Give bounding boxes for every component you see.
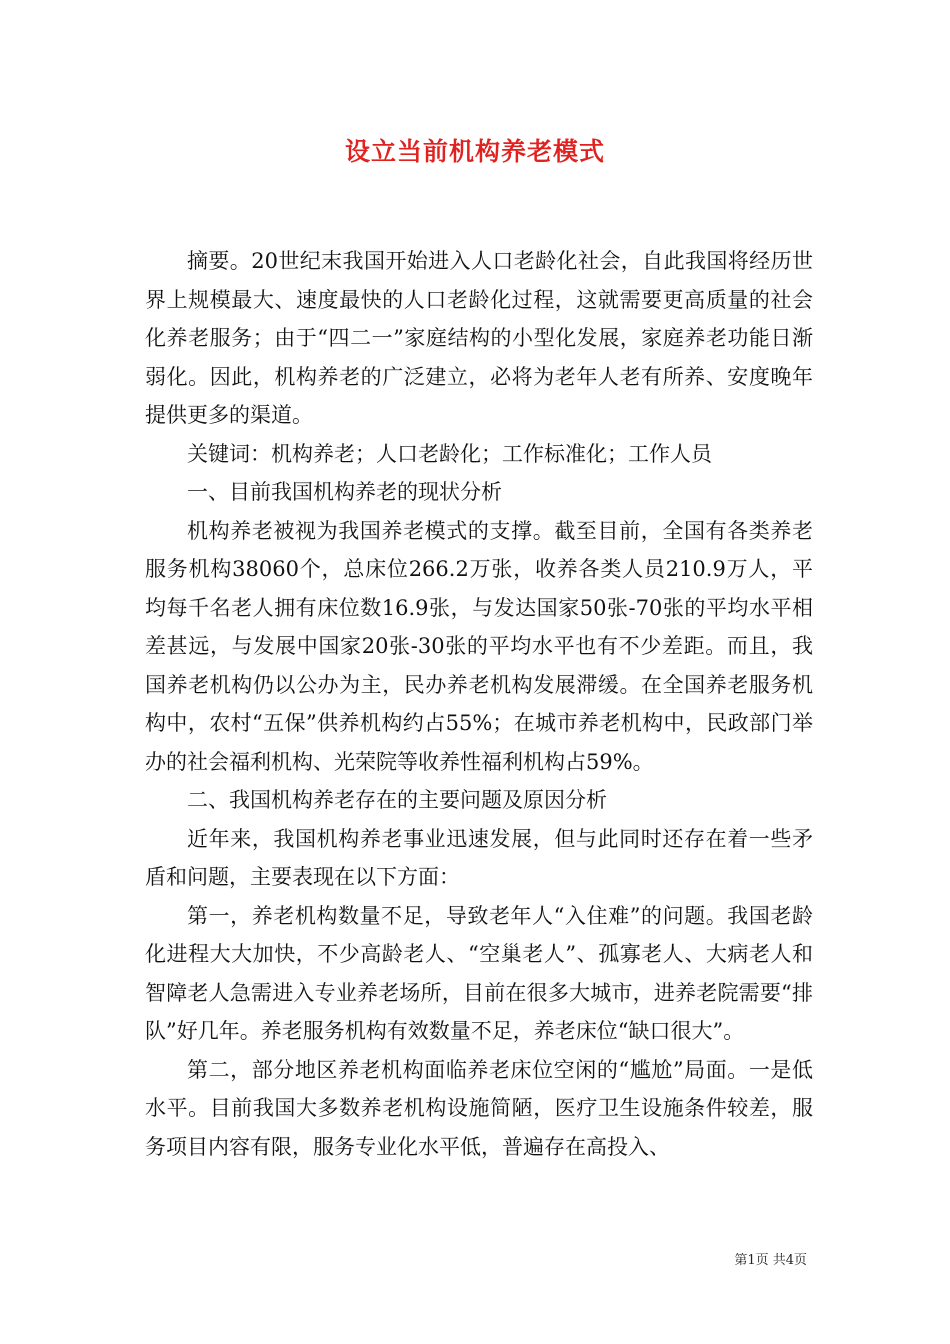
page-indicator: 第1页 共4页 — [734, 1253, 807, 1268]
section-heading-1: 一、目前我国机构养老的现状分析 — [187, 480, 502, 504]
body-paragraph: 机构养老被视为我国养老模式的支撑。截至目前，全国有各类养老服务机构38060个，总床位266.2万张，收养各类人员210.9万人，平均每千名老人拥有床位数16.9张，与发达国家50张-70张的平均水平相差甚远，与发展中国家20张-30张的平均水平也有不少差距。而且，我国养老机构仍以公办为主，民办养老机构发展滞缓。在全国养老服务机构中，农村“五保”供养机构约占55%；在城市养老机构中，民政部门举办的社会福利机构、光荣院等收养性福利机构占59%。 — [145, 518, 813, 774]
body-paragraph: 第一，养老机构数量不足，导致老年人“入住难”的问题。我国老龄化进程大大加快，不少高龄老人、“空巢老人”、孤寡老人、大病老人和智障老人急需进入专业养老场所，目前在很多大城市，进养老院需要“排队”好几年。养老服务机构有效数量不足，养老床位“缺口很大”。 — [145, 903, 813, 1043]
abstract-paragraph: 摘要。20世纪末我国开始进入人口老龄化社会，自此我国将经历世界上规模最大、速度最快的人口老龄化过程，这就需要更高质量的社会化养老服务；由于“四二一”家庭结构的小型化发展，家庭养老功能日渐弱化。因此，机构养老的广泛建立，必将为老年人老有所养、安度晚年提供更多的渠道。 — [145, 249, 813, 427]
document-body — [145, 242, 813, 1166]
document-title: 设立当前机构养老模式 — [344, 137, 605, 166]
body-paragraph: 近年来，我国机构养老事业迅速发展，但与此同时还存在着一些矛盾和问题，主要表现在以下方面： — [145, 826, 813, 889]
body-paragraph: 第二，部分地区养老机构面临养老床位空闲的“尴尬”局面。一是低水平。目前我国大多数养老机构设施简陋，医疗卫生设施条件较差，服务项目内容有限，服务专业化水平低，普遍存在高投入、 — [145, 1057, 813, 1159]
keywords-paragraph: 关键词：机构养老；人口老龄化；工作标准化；工作人员 — [187, 441, 712, 466]
section-heading-2: 二、我国机构养老存在的主要问题及原因分析 — [187, 788, 607, 812]
